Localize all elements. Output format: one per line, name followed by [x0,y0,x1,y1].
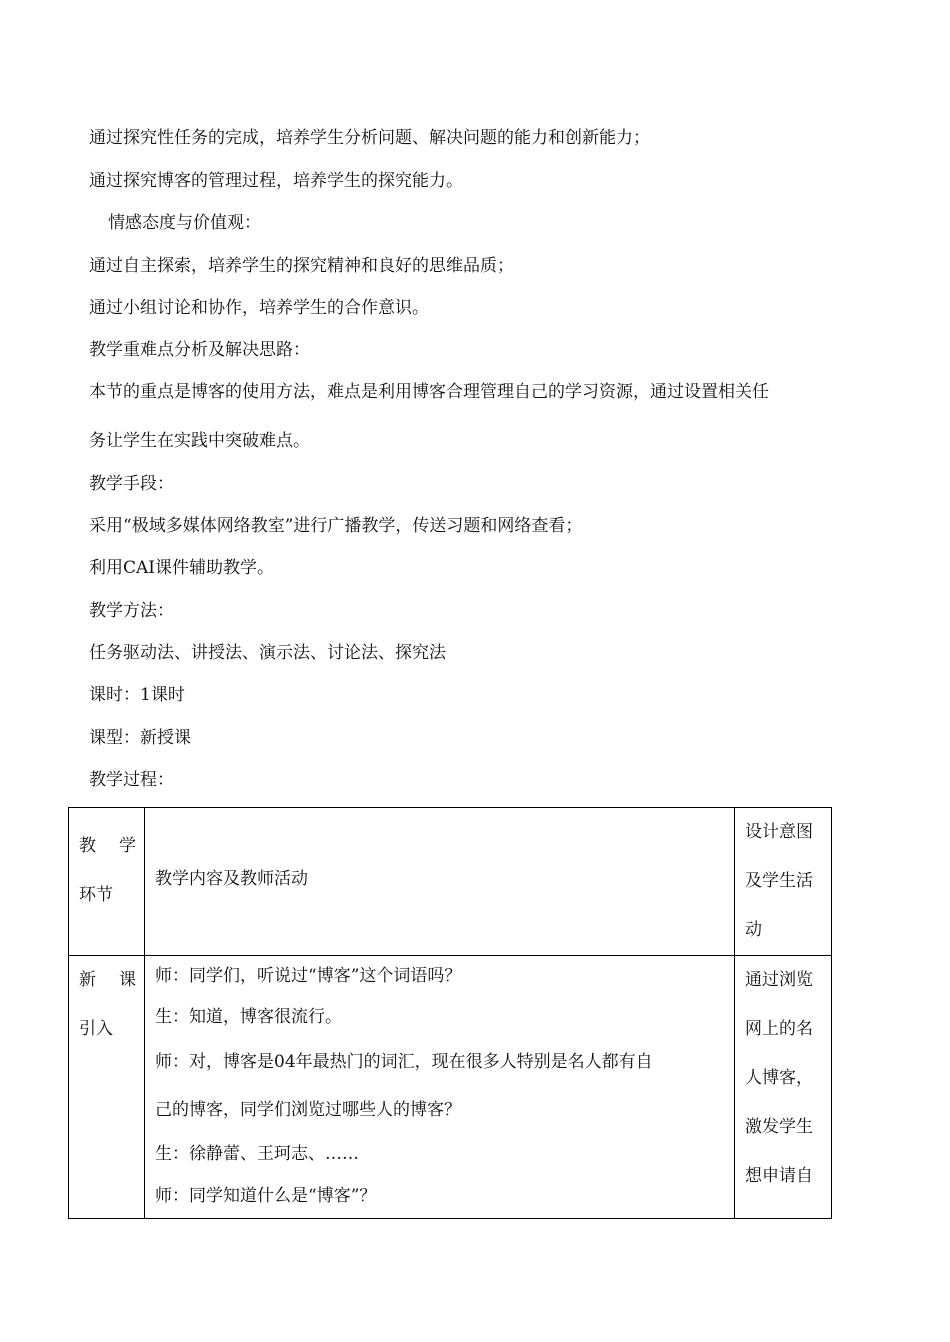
row-stage-line1: 新 课 [79,970,136,990]
header-intent-line1: 设计意图 [745,822,813,842]
row-intent-line3: 人博客， [745,1068,813,1088]
heading-attitude: 情感态度与价值观： [108,213,261,233]
heading-means: 教学手段： [89,474,174,494]
paragraph-cooperation: 通过小组讨论和协作，培养学生的合作意识。 [89,298,429,318]
table-row [69,956,832,1219]
paragraph-key-points-1: 本节的重点是博客的使用方法，难点是利用博客合理管理自己的学习资源，通过设置相关任 [89,382,769,402]
table-header-row [69,808,832,956]
row-intent-line2: 网上的名 [745,1019,813,1039]
heading-methods: 教学方法： [89,601,174,621]
row-content-line1: 师：同学们，听说过“博客”这个词语吗？ [155,966,462,986]
header-content-label: 教学内容及教师活动 [155,868,308,889]
header-content-cell [145,808,735,956]
row-content-line6: 师：同学知道什么是“博客”？ [155,1186,377,1206]
header-intent-line2: 及学生活 [745,871,813,891]
row-content-line2: 生：知道，博客很流行。 [155,1007,342,1027]
heading-process: 教学过程： [89,770,174,790]
paragraph-ability: 通过探究性任务的完成，培养学生分析问题、解决问题的能力和创新能力； [89,128,650,148]
row-stage-line2: 引入 [79,1019,113,1039]
paragraph-methods: 任务驱动法、讲授法、演示法、讨论法、探究法 [89,643,446,663]
paragraph-explore: 通过探究博客的管理过程，培养学生的探究能力。 [89,171,463,191]
paragraph-means-2: 利用CAI课件辅助教学。 [89,558,274,578]
header-stage-line2: 环节 [79,885,113,905]
row-stage-cell [69,956,145,1219]
row-intent-line4: 激发学生 [745,1117,813,1137]
row-content-line5: 生：徐静蕾、王珂志、…… [155,1144,359,1164]
row-intent-line1: 通过浏览 [745,970,813,990]
paragraph-hours: 课时：1课时 [89,685,185,705]
row-intent-line5: 想申请自 [745,1166,813,1186]
row-intent-cell [735,956,832,1219]
paragraph-type: 课型：新授课 [89,728,191,748]
header-intent-cell [735,808,832,956]
row-content-cell [145,956,735,1219]
heading-key-points: 教学重难点分析及解决思路： [89,340,310,360]
header-intent-line3: 动 [745,920,762,940]
row-content-line4: 己的博客，同学们浏览过哪些人的博客？ [155,1100,461,1120]
header-stage-cell [69,808,145,956]
row-content-line3: 师：对，博客是04年最热门的词汇，现在很多人特别是名人都有自 [155,1052,653,1072]
paragraph-means-1: 采用“极域多媒体网络教室”进行广播教学，传送习题和网络查看； [89,516,583,536]
header-stage-line1: 教 学 [79,836,136,856]
lesson-table [68,807,832,1219]
paragraph-spirit: 通过自主探索，培养学生的探究精神和良好的思维品质； [89,256,514,276]
paragraph-key-points-2: 务让学生在实践中突破难点。 [89,431,310,451]
